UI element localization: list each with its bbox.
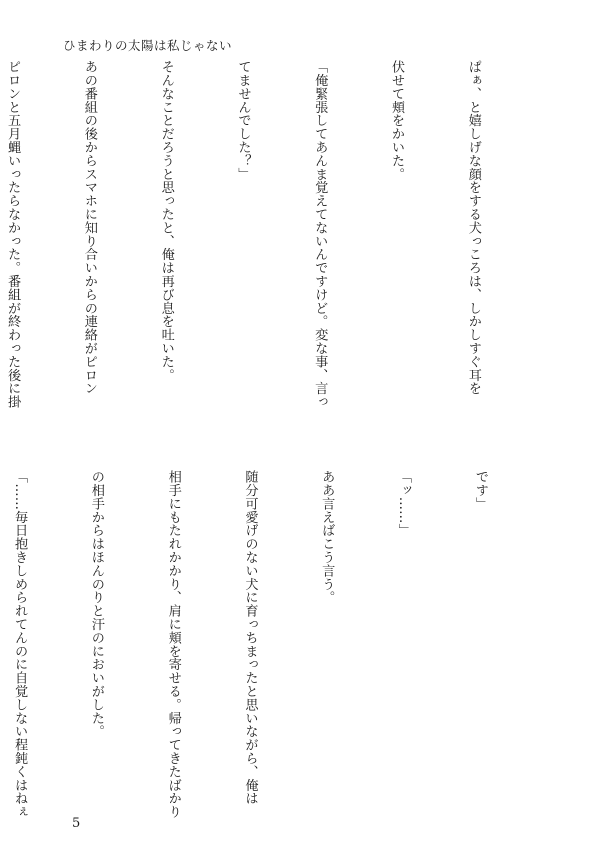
text-line: ああ言えばこう言う。 bbox=[319, 470, 335, 604]
text-line: あの番組の後からスマホに知り合いからの連絡がピロン bbox=[81, 60, 97, 395]
text-line: そんなことだろうと思ったと、俺は再び息を吐いた。 bbox=[158, 60, 174, 382]
text-line: 「ッ……」 bbox=[396, 470, 412, 537]
text-line: 随分可愛げのない犬に育っちまったと思いながら、俺は bbox=[242, 470, 258, 805]
lower-text-block bbox=[0, 470, 544, 819]
text-line: 相手にもたれかかり、肩に頬を寄せる。帰ってきたばかり bbox=[165, 470, 181, 819]
page-header-title: ひまわりの太陽は私じゃない bbox=[63, 38, 233, 53]
text-line: てませんでした？」 bbox=[235, 60, 251, 181]
page-number: 5 bbox=[72, 816, 81, 831]
text-line: の相手からはほんのりと汗のにおいがした。 bbox=[88, 470, 104, 738]
text-line: です」 bbox=[472, 470, 488, 511]
text-line: ぱぁ、と嬉しげな顔をする犬っころは、しかしすぐ耳を bbox=[465, 60, 481, 395]
text-line: ピロンと五月蝿いったらなかった。番組が終わった後に掛 bbox=[5, 60, 21, 409]
upper-text-block bbox=[0, 60, 537, 420]
text-line: 「……毎日抱きしめられてんのに自覚しない程鈍くはねぇ bbox=[12, 470, 28, 819]
text-line: 伏せて頬をかいた。 bbox=[389, 60, 405, 181]
text-line: 「俺緊張してあんま覚えてないんですけど。変な事、言っ bbox=[312, 60, 328, 409]
